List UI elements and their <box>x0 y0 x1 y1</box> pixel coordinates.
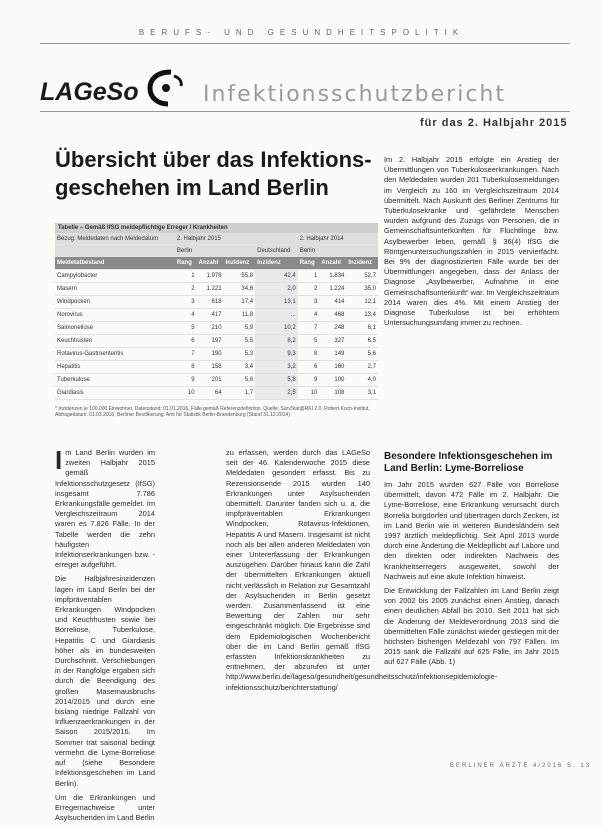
section-kicker: BERUFS- UND GESUNDHEITSPOLITIK <box>138 28 465 37</box>
table-cell: Tuberkulose <box>55 374 175 387</box>
column-header: Rang <box>175 257 197 270</box>
table-cell: 417 <box>197 309 224 322</box>
table-cell: 64 <box>197 387 224 400</box>
table-cell: Campylobacter <box>55 270 175 283</box>
table-row <box>55 322 378 335</box>
body-column-1 <box>55 445 155 827</box>
table-cell: 5,6 <box>224 374 256 387</box>
table-cell: 52,7 <box>346 270 378 283</box>
table-cell: 2,7 <box>346 361 378 374</box>
table-row <box>55 361 378 374</box>
table-cell: 210 <box>197 322 224 335</box>
table-cell: 1.834 <box>319 270 346 283</box>
table-cell: 8 <box>175 361 197 374</box>
table-cell: 2 <box>298 283 320 296</box>
table-cell: 35,0 <box>346 283 378 296</box>
table-header-cell: 2. Halbjahr 2014 <box>298 233 378 245</box>
table-cell: 34,6 <box>224 283 256 296</box>
issue-label: für das 2. Halbjahr 2015 <box>420 117 568 129</box>
table-cell: 248 <box>319 322 346 335</box>
table-cell: 5 <box>298 335 320 348</box>
column-header: Inzidenz <box>255 257 298 270</box>
table-cell: 414 <box>319 296 346 309</box>
paragraph: Im Jahr 2015 wurden 627 Fälle von Borreliose übermittelt, davon 472 Fälle im 2. Halbjahr. Die Lyme-Borreliose, eine Erkrankung verursacht durch Borrelia burgdorferi und übertragen durch Zecken, ist im Land Berlin wie in weiteren Bundesländern seit 1997 ärztlich meldepflichtig. Seit April 2013 wurde durch eine Änderung die Meldepflicht auf Labore und den direkten oder indirekten Nachweis des Krankheitserregers ausgeweitet, sowohl der Nachweis auf eine akute Infektion hinweist. <box>384 480 559 581</box>
table-cell: 190 <box>197 348 224 361</box>
table-cell: 17,4 <box>224 296 256 309</box>
table-cell: 6 <box>175 335 197 348</box>
table-cell: 9 <box>175 374 197 387</box>
table-cell: 4 <box>298 309 320 322</box>
table-cell: 12,1 <box>346 296 378 309</box>
table-cell: 201 <box>197 374 224 387</box>
column-header: Inzidenz <box>224 257 256 270</box>
table-header-cell: Deutschland <box>255 245 298 257</box>
table-cell: 2,0 <box>255 283 298 296</box>
table-header-cell: 2. Halbjahr 2015 <box>175 233 255 245</box>
table-cell: 160 <box>319 361 346 374</box>
table-cell: 4 <box>175 309 197 322</box>
table-cell: Salmonellose <box>55 322 175 335</box>
table-cell: 149 <box>319 348 346 361</box>
page-footer: BERLINER ÄRZTE 4/2016 S. 13 <box>450 763 592 769</box>
table-header-row <box>55 233 378 245</box>
table-cell: 2,5 <box>255 387 298 400</box>
table-cell: 1 <box>175 270 197 283</box>
table-header-cell: Berlin <box>175 245 255 257</box>
table-cell: Giardiasis <box>55 387 175 400</box>
table-cell: 7 <box>175 348 197 361</box>
table-cell: 3,1 <box>346 387 378 400</box>
table-cell: 108 <box>319 387 346 400</box>
table-footnotes: * Inzidenzen je 100.000 Einwohner, Datenstand: 01.01.2016, Fälle gemäß Referenzdefinition. Quelle: SurvStat@RKI 2.0, Robert Koch-Institut, Abfragedatum: 01.03.2016; Berliner Bevölkerung: Amt für Statistik Berlin-Brandenburg (Stand 31.12.2014) <box>55 406 370 418</box>
table-cell: 8 <box>298 348 320 361</box>
table-cell: 5,9 <box>224 322 256 335</box>
table-cell: 197 <box>197 335 224 348</box>
table-cell: 10 <box>175 387 197 400</box>
paragraph <box>55 445 155 570</box>
table-cell: 10,2 <box>255 322 298 335</box>
table-row <box>55 283 378 296</box>
top-rule <box>40 43 570 44</box>
table-cell: 327 <box>319 335 346 348</box>
column-header: Rang <box>298 257 320 270</box>
lageso-logo-mark-icon <box>146 66 184 110</box>
table-row <box>55 296 378 309</box>
table-cell: Hepatitis <box>55 361 175 374</box>
table-cell: 1 <box>298 270 320 283</box>
table-cell: 42,4 <box>255 270 298 283</box>
table-row <box>55 309 378 322</box>
table-cell: Keuchhusten <box>55 335 175 348</box>
lageso-logo: LAGeSo <box>40 78 139 106</box>
table-cell: 5,3 <box>224 348 256 361</box>
table-cell: 9 <box>298 374 320 387</box>
table-cell: 6 <box>298 361 320 374</box>
report-series-title: Infektionsschutzbericht <box>203 82 506 107</box>
table-cell: 11,8 <box>224 309 256 322</box>
table-cell: 1.978 <box>197 270 224 283</box>
table-column-header-row <box>55 257 378 270</box>
table-cell: 6,1 <box>346 322 378 335</box>
table-cell: Norovirus <box>55 309 175 322</box>
table-cell: 1.224 <box>319 283 346 296</box>
table-row <box>55 387 378 400</box>
table-cell: 100 <box>319 374 346 387</box>
table-header-cell: Bezug: Meldedaten nach Meldedatum <box>55 233 175 245</box>
table-cell: 5 <box>175 322 197 335</box>
table-cell: 55,8 <box>224 270 256 283</box>
column-header: Inzidenz <box>346 257 378 270</box>
table-cell: 2 <box>175 283 197 296</box>
statistics-table <box>55 223 378 400</box>
paragraph: Um die Erkrankungen und Erregernachweise unter Asylsuchenden im Land Berlin <box>55 792 155 823</box>
table-cell: 5,8 <box>255 374 298 387</box>
table-cell: ... <box>255 309 298 322</box>
table-title: Tabelle – Gemäß IfSG meldepflichtige Erreger / Krankheiten <box>55 223 378 233</box>
table-cell: 158 <box>197 361 224 374</box>
table-row <box>55 270 378 283</box>
table-cell: 3 <box>298 296 320 309</box>
paragraph-text: m Land Berlin wurden im zweiten Halbjahr 2015 gemäß Infektionsschutzgesetz (IfSG) insgesamt 7.786 Erkrankungsfälle gemeldet. Im Vergleichszeitraum 2014 waren es 7.826 Fälle. In der Tabelle werden die zehn häufigsten Infektionserkrankungen bzw. -erreger aufgeführt. <box>55 448 155 570</box>
drop-cap: I <box>55 445 63 475</box>
table-cell: 13,1 <box>255 296 298 309</box>
table-cell: 468 <box>319 309 346 322</box>
table-cell: 618 <box>197 296 224 309</box>
table-cell: 1.221 <box>197 283 224 296</box>
header-rule <box>40 111 570 112</box>
table-cell: 3 <box>175 296 197 309</box>
table-row <box>55 374 378 387</box>
table-cell: 9,3 <box>255 348 298 361</box>
body-column-3 <box>384 155 559 332</box>
body-column-3-continued <box>384 480 559 672</box>
table-row <box>55 348 378 361</box>
article-headline: Übersicht über das Infektions-geschehen im Land Berlin <box>55 147 372 200</box>
table-cell: 4,0 <box>346 374 378 387</box>
table-cell: 13,4 <box>346 309 378 322</box>
column-header: Anzahl <box>197 257 224 270</box>
paragraph: Im 2. Halbjahr 2015 erfolgte ein Anstieg der Übermittlungen von Tuberkuloseerkrankungen. Nach den Meldedaten wurden 201 Tuberkulosemeldungen im Vergleich zu 160 im Vergleichszeitraum 2014 übermittelt. Nach Auskunft des Berliner Zentrums für Tuberkulosekranke und -gefährdete Menschen wurden aufgrund des Zuzugs von Personen, die in Gemeinschaftsunterkünften für Flüchtlinge bzw. Asylbewerber leben, gemäß § 36(4) IfSG die Röntgenuntersuchungszahlen in 2015 vervierfacht. Bei 9% der diagnostizierten Fälle wurde bei der Übermittlungen angegeben, dass der Anlass der Diagnose „Asylbewerber, Aufnahme in eine Gemeinschaftsunterkunft“ war. Im Vergleichszeitraum 2014 waren dies 4%. Mit einem Anstieg der Diagnose Tuberkulose ist bei erhöhtem Untersuchungsumfang immer zu rechnen. <box>384 155 559 328</box>
table-header-cell: Berlin <box>298 245 378 257</box>
table-cell: Windpocken <box>55 296 175 309</box>
table-cell: 5,6 <box>346 348 378 361</box>
column-header: Anzahl <box>319 257 346 270</box>
table-cell: 10 <box>298 387 320 400</box>
table-cell: 7 <box>298 322 320 335</box>
table-header-row <box>55 245 378 257</box>
paragraph: zu erfassen, werden durch das LAGeSo seit der 46. Kalenderwoche 2015 diese Meldedaten gesondert erfasst. Bis zu Rezensionsende 2015 wurden 140 Erkrankungen unter Asylsuchenden übermittelt. Darunter fanden sich u. a. die impfpräventablen Erkrankungen Windpocken, Rotavirus-Infektionen, Hepatitis A und Masern. Insgesamt ist nicht noch als bei allen anderen Meldedaten von einer Untererfassung der Erkrankungen auszugehen. Darüber hinaus kann die Zahl der übermittelten Erkrankungen aktuell nicht verlässlich in Relation zur Gesamtzahl der Asylsuchenden in Berlin gesetzt werden. Zusammenfassend ist eine Bewertung der Zahlen nur sehr eingeschränkt möglich. Die Ergebnisse sind dem Epidemiologischen Wochenbericht über die im Land Berlin gemäß IfSG erfassten Infektionskrankheiten zu entnehmen, der abzurufen ist unter http://www.berlin.de/lageso/gesundheit/gesundheitsschutz/infektionsepidemiologie-infektionsschutz/berichterstattung/ <box>226 448 498 692</box>
section-subheading: Besondere Infektionsgeschehen im Land Berlin: Lyme-Borreliose <box>384 451 553 474</box>
table-cell: 6,5 <box>346 335 378 348</box>
table-row <box>55 335 378 348</box>
paragraph: Die Entwicklung der Fallzahlen im Land Berlin zeigt von 2002 bis 2005 zunächst einen Anstieg, danach einen deutlichen Abfall bis 2010. Seit 2011 hat sich die Änderung der Meldeverordnung 2013 sind die übermittelten Fälle zunächst wieder gestiegen mit der höchsten bisherigen Meldezahl von 797 Fällen. Im 2015 sank die Fallzahl auf 625 Fälle, im Jahr 2015 auf 627 Fälle (Abb. 1) <box>384 586 560 667</box>
table-cell: 3,4 <box>224 361 256 374</box>
table-cell: 3,2 <box>255 361 298 374</box>
column-header: Meldetatbestand <box>55 257 175 270</box>
table-cell: 8,2 <box>255 335 298 348</box>
table-cell: Masern <box>55 283 175 296</box>
table-cell: 1,7 <box>224 387 256 400</box>
paragraph: Die Halbjahresinzidenzen lagen im Land Berlin bei der impfpräventablen Erkrankungen Windpocken und Keuchhusten sowie bei Borreliose, Tuberkulose, Hepatitis C und Giardiasis höher als im bundesweiten Durchschnitt. Verschiebungen in der Rangfolge ergaben sich durch die Beendigung des großen Masernausbruchs 2014/2015 und durch eine bislang niedrige Fallzahl von Influenzaerkrankungen in der Saison 2015/2016. Im Sommer trat saisonal bedingt vermehrt die Lyme-Borreliose auf (siehe Besondere Infektionsgeschehen im Land Berlin). <box>55 574 155 788</box>
table-cell: 5,5 <box>224 335 256 348</box>
table-cell: Rotavirus-Gastroenteritis <box>55 348 175 361</box>
